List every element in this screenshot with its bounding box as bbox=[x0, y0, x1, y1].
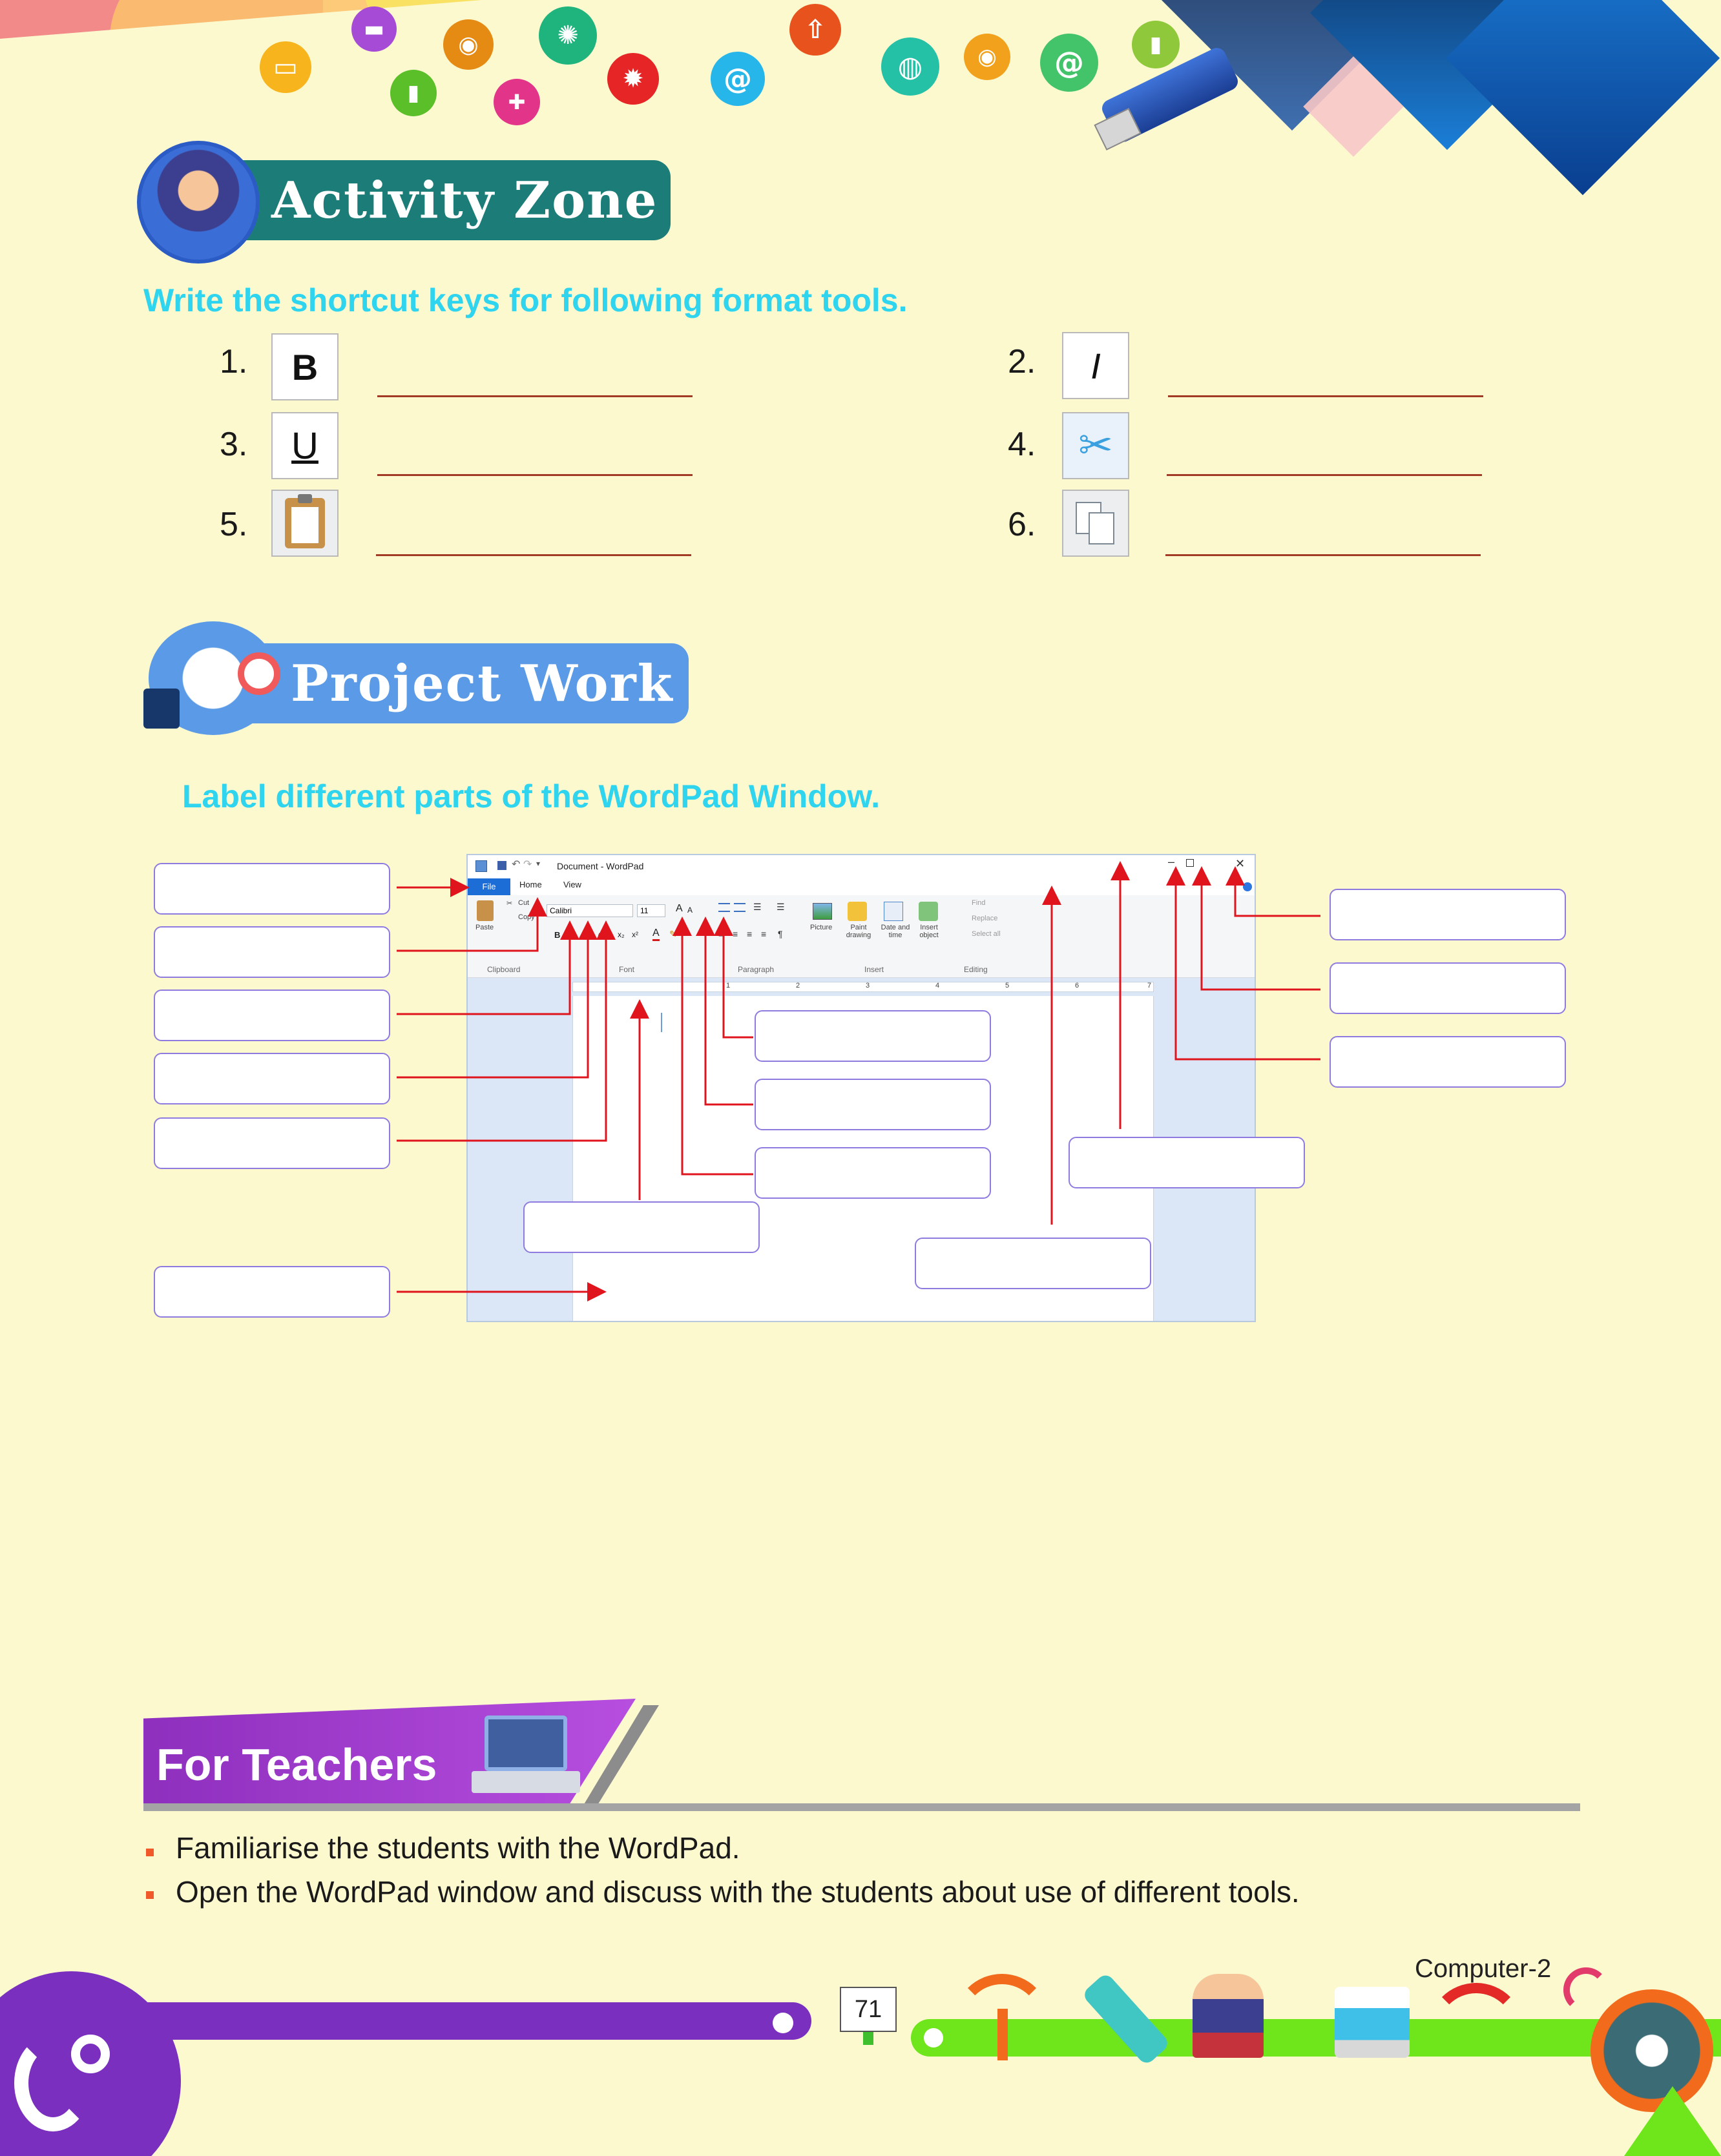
label-box-indent[interactable] bbox=[755, 1010, 991, 1062]
date-time-label: Date and time bbox=[881, 924, 910, 939]
project-instruction: Label different parts of the WordPad Window. bbox=[182, 778, 881, 814]
font-group-label: Font bbox=[619, 965, 635, 974]
ruler-number: 4 bbox=[935, 982, 940, 990]
magnifier-icon bbox=[238, 652, 280, 695]
printer-icon bbox=[1335, 1987, 1410, 2058]
wifi-icon bbox=[1428, 1983, 1525, 2080]
ribbon-tabs bbox=[468, 878, 1255, 895]
chart-icon: ▮ bbox=[390, 70, 437, 116]
item-number: 3. bbox=[220, 426, 248, 463]
paragraph-group-label: Paragraph bbox=[738, 965, 775, 974]
globe-icon: ◍ bbox=[881, 37, 939, 96]
bold-button[interactable]: B bbox=[554, 930, 561, 940]
underline-button[interactable]: U bbox=[584, 930, 590, 940]
activity-zone-header bbox=[194, 160, 671, 240]
footer-swirl-dot bbox=[71, 2035, 110, 2073]
scissors-glyph: ✂ bbox=[1078, 422, 1113, 470]
footer-dot bbox=[924, 2028, 943, 2047]
label-box-file-tab[interactable] bbox=[154, 863, 390, 915]
activity-zone-title: Activity Zone bbox=[271, 171, 658, 230]
upload-icon: ⇧ bbox=[789, 4, 841, 56]
teacher-point: Open the WordPad window and discuss with the students about use of different tools. bbox=[176, 1875, 1300, 1909]
font-family-value: Calibri bbox=[550, 906, 572, 915]
justify-button[interactable]: ≡ bbox=[761, 929, 767, 939]
paste-icon[interactable] bbox=[477, 900, 494, 921]
highlight-button[interactable]: ✎ bbox=[669, 929, 677, 939]
ruler-number: 7 bbox=[1147, 982, 1152, 990]
shrink-font-button[interactable]: A bbox=[687, 906, 693, 915]
answer-line[interactable] bbox=[1167, 474, 1482, 476]
person-at-desk-icon bbox=[1193, 1974, 1264, 2058]
label-box-grow-font[interactable] bbox=[755, 1147, 991, 1199]
item-number: 4. bbox=[1008, 426, 1036, 463]
at-icon: @ bbox=[1040, 34, 1098, 92]
help-icon[interactable] bbox=[1243, 882, 1252, 891]
label-box-maximize[interactable] bbox=[1330, 962, 1566, 1014]
clipboard-icon bbox=[271, 490, 339, 557]
underline-glyph: U bbox=[291, 424, 318, 467]
label-box-document-area[interactable] bbox=[154, 1266, 390, 1318]
bold-glyph: B bbox=[291, 346, 318, 388]
copy-label[interactable]: Copy bbox=[518, 913, 535, 921]
insert-object-icon[interactable] bbox=[919, 902, 938, 921]
title-bar bbox=[468, 855, 1255, 878]
maximize-button[interactable] bbox=[1186, 859, 1194, 867]
picture-label: Picture bbox=[810, 924, 833, 931]
activity-instruction: Write the shortcut keys for following format tools. bbox=[143, 282, 908, 318]
decrease-indent-button[interactable] bbox=[718, 903, 730, 912]
teacher-point: Familiarise the students with the WordPad. bbox=[176, 1831, 740, 1865]
ruler-strip bbox=[572, 982, 1154, 992]
windows-logo-image bbox=[1446, 0, 1720, 195]
label-box-ruler[interactable] bbox=[523, 1201, 760, 1253]
bullet bbox=[146, 1849, 154, 1856]
clipboard-group-label: Clipboard bbox=[487, 965, 521, 974]
tab-file[interactable]: File bbox=[468, 878, 510, 895]
strikethrough-button[interactable]: abc bbox=[598, 930, 611, 939]
ruler-number: 5 bbox=[1005, 982, 1010, 990]
increase-indent-button[interactable] bbox=[734, 903, 746, 912]
grow-font-button[interactable]: A bbox=[676, 903, 683, 914]
wordpad-app-icon bbox=[475, 860, 487, 872]
window-title: Document - WordPad bbox=[557, 861, 644, 871]
label-box-italic[interactable] bbox=[154, 1053, 390, 1104]
bold-icon bbox=[271, 333, 339, 400]
font-size-select[interactable] bbox=[637, 904, 665, 917]
student-at-desk-icon bbox=[137, 141, 260, 264]
item-number: 6. bbox=[1008, 506, 1036, 543]
settings-icon: ✹ bbox=[607, 53, 659, 105]
bullets-button[interactable]: ☰ bbox=[753, 902, 762, 912]
minimize-button[interactable]: – bbox=[1168, 855, 1175, 868]
replace-button[interactable]: Replace bbox=[972, 915, 998, 922]
signal-icon bbox=[1563, 1967, 1609, 2013]
monitor-icon: ▭ bbox=[260, 41, 311, 93]
clipboard-shape bbox=[285, 498, 325, 548]
redo-icon[interactable]: ↷ bbox=[523, 859, 532, 870]
bullet bbox=[146, 1891, 154, 1899]
cut-label[interactable]: Cut bbox=[518, 899, 530, 907]
chart-icon: ▮ bbox=[1132, 21, 1180, 68]
ruler-number: 2 bbox=[796, 982, 800, 990]
align-right-button[interactable]: ≡ bbox=[747, 929, 753, 939]
at-icon: @ bbox=[711, 52, 765, 106]
label-box-bold[interactable] bbox=[154, 990, 390, 1041]
project-work-title: Project Work bbox=[291, 654, 674, 713]
label-box-shrink-font[interactable] bbox=[755, 1079, 991, 1130]
people-icon: ✺ bbox=[539, 6, 597, 65]
laptop-base bbox=[472, 1771, 580, 1793]
line-spacing-button[interactable]: ☰ bbox=[777, 902, 785, 912]
label-box-title-bar[interactable] bbox=[1069, 1137, 1305, 1188]
find-button[interactable]: Find bbox=[972, 899, 986, 907]
item-number: 2. bbox=[1008, 343, 1036, 380]
label-box-ribbon[interactable] bbox=[915, 1238, 1151, 1289]
picture-icon[interactable] bbox=[813, 903, 832, 920]
close-button[interactable]: ✕ bbox=[1235, 857, 1246, 870]
date-time-icon[interactable] bbox=[884, 902, 903, 921]
subscript-button[interactable]: x₂ bbox=[618, 930, 625, 939]
padlock-icon bbox=[143, 689, 180, 729]
tab-view[interactable]: View bbox=[563, 880, 581, 889]
paint-drawing-icon[interactable] bbox=[848, 902, 867, 921]
text-color-button[interactable]: A bbox=[652, 928, 660, 941]
wifi-stem bbox=[997, 2009, 1008, 2060]
italic-icon bbox=[1062, 332, 1129, 399]
save-icon[interactable] bbox=[497, 861, 506, 870]
answer-line[interactable] bbox=[1165, 554, 1481, 556]
customize-quick-access-icon[interactable]: ▾ bbox=[536, 859, 541, 868]
ribbon bbox=[468, 895, 1255, 978]
copy-shape bbox=[1073, 501, 1118, 546]
text-cursor bbox=[661, 1013, 662, 1032]
paste-label: Paste bbox=[475, 924, 494, 931]
label-box-minimize[interactable] bbox=[1330, 1036, 1566, 1088]
label-box-close[interactable] bbox=[1330, 889, 1566, 940]
page-stand bbox=[863, 2032, 873, 2045]
ruler-number: 1 bbox=[726, 982, 731, 990]
answer-line[interactable] bbox=[1168, 395, 1483, 397]
insert-group-label: Insert bbox=[864, 965, 884, 974]
copy-icon bbox=[1062, 490, 1129, 557]
ruler[interactable] bbox=[468, 978, 1255, 996]
folder-icon: ▬ bbox=[351, 6, 397, 52]
answer-line[interactable] bbox=[377, 474, 693, 476]
project-work-header bbox=[236, 643, 689, 723]
italic-glyph: I bbox=[1090, 345, 1101, 386]
satellite-dish-icon bbox=[1591, 1989, 1713, 2112]
teachers-divider bbox=[143, 1803, 1580, 1811]
paragraph-button[interactable]: ¶ bbox=[778, 929, 783, 939]
answer-line[interactable] bbox=[376, 554, 691, 556]
footer-dot bbox=[773, 2013, 793, 2033]
mouse-icon: ◉ bbox=[964, 34, 1010, 80]
align-left-button[interactable]: ≡ bbox=[718, 929, 724, 939]
insert-object-label: Insert object bbox=[919, 924, 939, 939]
ruler-number: 6 bbox=[1075, 982, 1080, 990]
ruler-number: 3 bbox=[866, 982, 870, 990]
undo-icon[interactable]: ↶ bbox=[512, 859, 521, 870]
gamepad-icon: ✚ bbox=[494, 79, 540, 125]
scissors-icon bbox=[1062, 412, 1129, 479]
select-all-button[interactable]: Select all bbox=[972, 930, 1001, 938]
paint-drawing-label: Paint drawing bbox=[846, 924, 871, 939]
align-center-button[interactable]: ≡ bbox=[733, 929, 738, 939]
item-number: 5. bbox=[220, 506, 248, 543]
label-box-underline[interactable] bbox=[154, 1117, 390, 1169]
cut-icon[interactable]: ✂ bbox=[506, 900, 513, 907]
answer-line[interactable] bbox=[377, 395, 693, 397]
label-box-home-tab[interactable] bbox=[154, 926, 390, 978]
page-number: 71 bbox=[840, 1987, 897, 2032]
editing-group-label: Editing bbox=[964, 965, 988, 974]
tab-home[interactable]: Home bbox=[519, 880, 542, 889]
item-number: 1. bbox=[220, 343, 248, 380]
mouse-icon: ◉ bbox=[443, 19, 494, 70]
underline-icon bbox=[271, 412, 339, 479]
font-family-select[interactable] bbox=[547, 904, 633, 917]
italic-button[interactable]: I bbox=[570, 930, 572, 940]
font-size-value: 11 bbox=[640, 906, 649, 915]
superscript-button[interactable]: x² bbox=[632, 930, 638, 939]
for-teachers-title: For Teachers bbox=[156, 1739, 437, 1790]
laptop-icon bbox=[485, 1715, 567, 1771]
book-name: Computer-2 bbox=[1415, 1954, 1552, 1983]
